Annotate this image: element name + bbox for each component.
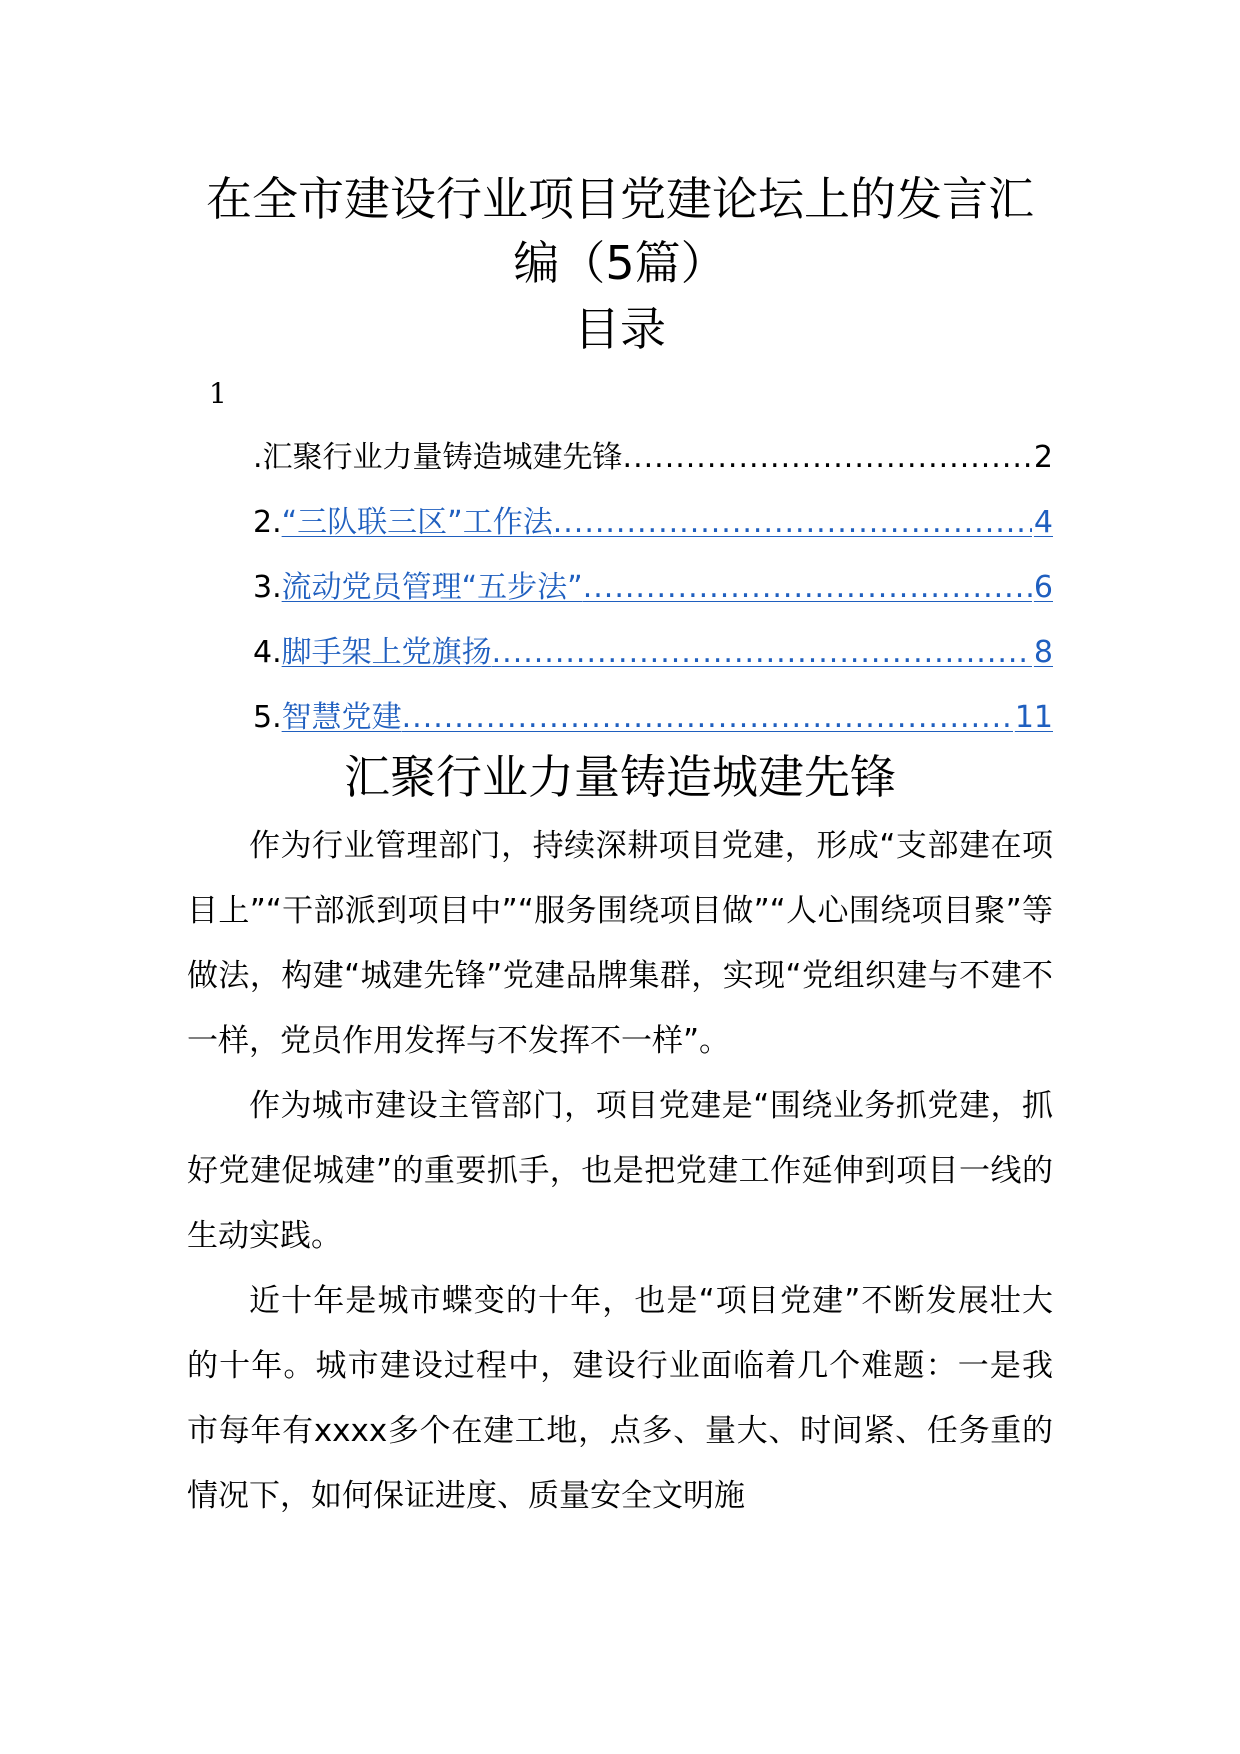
toc-entry-page: 11 <box>1014 700 1053 735</box>
toc-entry-title: “三队联三区”工作法 <box>281 505 553 540</box>
toc-entry-prefix: 5. <box>253 700 282 735</box>
document-title-line-2: 编（5篇） <box>513 236 727 290</box>
section-heading: 汇聚行业力量铸造城建先锋 <box>344 750 896 804</box>
toc-entry-4[interactable] <box>253 631 1053 696</box>
toc-dot-leader <box>492 631 1032 675</box>
document-title-line-1: 在全市建设行业项目党建论坛上的发言汇 <box>206 172 1034 226</box>
toc-dot-leader <box>402 696 1013 740</box>
toc-entry-link[interactable] <box>282 566 1053 610</box>
toc-entry-3[interactable] <box>253 566 1053 631</box>
body-paragraph: 作为城市建设主管部门，项目党建是“围绕业务抓党建，抓好党建促城建”的重要抓手，也是把党建工作延伸到项目一线的生动实践。 <box>187 1088 1053 1254</box>
toc-entry-prefix: 2. <box>253 505 282 540</box>
toc-entry-link[interactable] <box>282 501 1053 545</box>
toc-heading: 目录 <box>574 302 666 356</box>
toc-entry-page: 8 <box>1033 635 1053 670</box>
toc-entry-title: 脚手架上党旗扬 <box>281 635 492 670</box>
toc-dot-leader <box>583 566 1032 610</box>
toc-entry-1[interactable] <box>253 436 1053 501</box>
toc-dot-leader <box>623 436 1032 480</box>
toc-entry-title: 智慧党建 <box>281 700 402 735</box>
toc-entry-page: 2 <box>1033 440 1053 475</box>
toc-entry-page: 6 <box>1033 570 1053 605</box>
toc-dot-leader <box>553 501 1032 545</box>
body-text <box>187 814 1053 1529</box>
body-paragraph: 近十年是城市蝶变的十年，也是“项目党建”不断发展壮大的十年。城市建设过程中，建设行业面临着几个难题：一是我市每年有xxxx多个在建工地，点多、量大、时间紧、任务重的情况下，如何保证进度、质量安全文明施 <box>187 1283 1053 1514</box>
toc-entry-page: 4 <box>1033 505 1053 540</box>
toc-orphan-number: 1 <box>209 377 227 410</box>
toc-entry-link[interactable] <box>253 436 1053 480</box>
table-of-contents <box>253 436 1053 761</box>
toc-entry-link[interactable] <box>282 631 1053 675</box>
toc-entry-2[interactable] <box>253 501 1053 566</box>
toc-entry-prefix: 4. <box>253 635 282 670</box>
toc-entry-title: 流动党员管理“五步法” <box>281 570 583 605</box>
toc-entry-prefix: 3. <box>253 570 282 605</box>
body-paragraph: 作为行业管理部门，持续深耕项目党建，形成“支部建在项目上”“干部派到项目中”“服务围绕项目做”“人心围绕项目聚”等做法，构建“城建先锋”党建品牌集群，实现“党组织建与不建不一样，党员作用发挥与不发挥不一样”。 <box>187 828 1053 1059</box>
toc-entry-title: .汇聚行业力量铸造城建先锋 <box>253 440 623 475</box>
toc-entry-link[interactable] <box>282 696 1053 740</box>
